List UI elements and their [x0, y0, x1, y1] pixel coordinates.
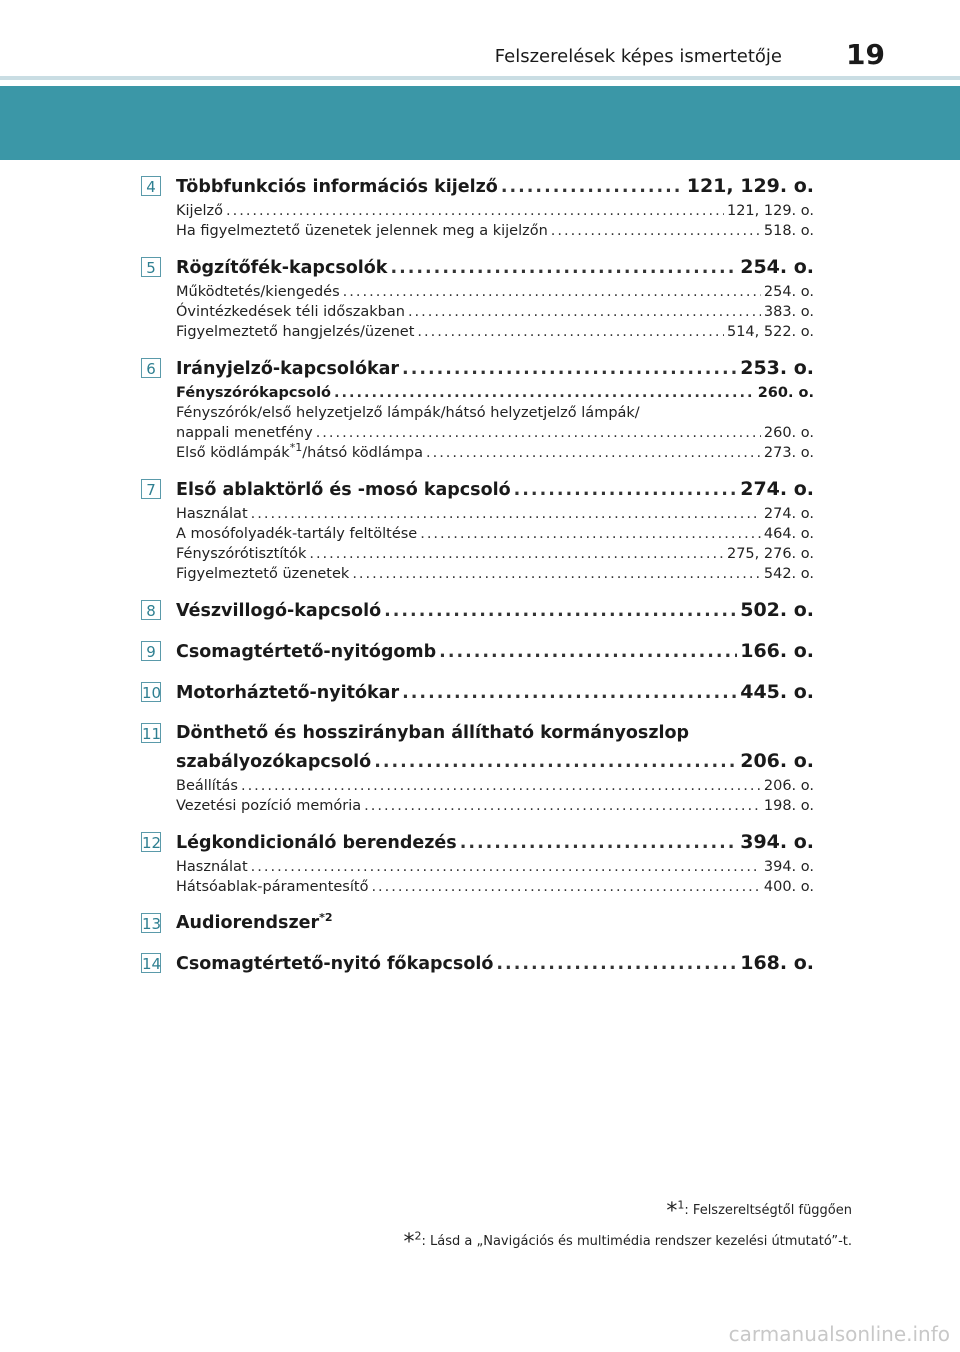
footnote-2: *$^2$: Lásd a „Navigációs és multimédia rendszer kezelési útmutató”-t.	[403, 1229, 852, 1255]
header-rule	[0, 76, 960, 80]
section-number: 10	[142, 684, 162, 702]
toc-subentry[interactable]: Figyelmeztető üzenetek ..... 542. o.	[176, 564, 814, 584]
toc-entry-line1: Dönthető és hosszirányban állítható kormányoszlop	[176, 723, 690, 743]
toc-subentry[interactable]: Működtetés/kiengedés ..... 254. o.	[176, 282, 814, 302]
section-number: 7	[141, 479, 161, 499]
header-title: Felszerelések képes ismertetője	[494, 46, 782, 67]
section-number: 5	[141, 257, 161, 277]
toc-subentry[interactable]: Ha figyelmeztető üzenetek jelennek meg a kijelzőn ..... 518. o.	[176, 221, 814, 241]
section-11	[0, 719, 960, 816]
section-7	[0, 475, 960, 584]
page-number: 19	[846, 38, 885, 71]
section-10	[0, 678, 960, 707]
section-9	[0, 637, 960, 666]
toc-entry[interactable]: Légkondicionáló berendezés ..... 394. o.	[176, 828, 814, 857]
toc-subentry[interactable]: nappali menetfény ..... 260. o.	[176, 423, 814, 443]
toc-entry[interactable]: Csomagtértető-nyitógomb ..... 166. o.	[176, 637, 814, 666]
toc-entry[interactable]: Csomagtértető-nyitó főkapcsoló ..... 168. o.	[176, 949, 814, 978]
toc-entry[interactable]: Audiorendszer$^{*2}$	[176, 911, 333, 933]
toc-subentry-wrap: Fényszórók/első helyzetjelző lámpák/hátsó helyzetjelző lámpák/	[176, 405, 640, 421]
watermark: carmanualsonline.info	[728, 1322, 950, 1346]
toc-subentry[interactable]: Fényszórókapcsoló ..... 260. o.	[176, 383, 814, 403]
section-number: 11	[142, 725, 162, 743]
toc-subentry[interactable]: Hátsóablak-páramentesítő ..... 400. o.	[176, 877, 814, 897]
footnote-marker: *1	[289, 441, 303, 455]
section-number: 4	[141, 176, 161, 196]
footnote-1: *$^1$: Felszereltségtől függően	[666, 1198, 852, 1224]
toc-subentry[interactable]: Első ködlámpák$^{*1}$/hátsó ködlámpa ..... 273. o.	[176, 443, 814, 463]
footnote-marker: *2	[319, 911, 333, 925]
section-12	[0, 828, 960, 897]
section-number: 6	[141, 358, 161, 378]
section-number: 13	[142, 915, 162, 933]
toc-subentry[interactable]: Vezetési pozíció memória ..... 198. o.	[176, 796, 814, 816]
header-band	[0, 86, 960, 160]
toc-content	[0, 172, 960, 990]
toc-subentry[interactable]: Óvintézkedések téli időszakban ..... 383. o.	[176, 302, 814, 322]
section-number: 14	[142, 955, 162, 973]
section-number: 12	[142, 834, 162, 852]
footnotes	[404, 1196, 852, 1258]
toc-subentry[interactable]: Használat ..... 274. o.	[176, 504, 814, 524]
section-4	[0, 172, 960, 241]
toc-entry[interactable]: szabályozókapcsoló ..... 206. o.	[176, 747, 814, 776]
toc-entry[interactable]: Motorháztető-nyitókar ..... 445. o.	[176, 678, 814, 707]
toc-subentry[interactable]: Beállítás ..... 206. o.	[176, 776, 814, 796]
section-14	[0, 949, 960, 978]
section-8	[0, 596, 960, 625]
toc-entry[interactable]: Első ablaktörlő és -mosó kapcsoló ..... 274. o.	[176, 475, 814, 504]
toc-subentry[interactable]: Kijelző ..... 121, 129. o.	[176, 201, 814, 221]
toc-entry[interactable]: Irányjelző-kapcsolókar ..... 253. o.	[176, 354, 814, 383]
toc-entry[interactable]: Vészvillogó-kapcsoló ..... 502. o.	[176, 596, 814, 625]
toc-subentry[interactable]: Használat ..... 394. o.	[176, 857, 814, 877]
page-header	[0, 0, 960, 78]
toc-subentry[interactable]: A mosófolyadék-tartály feltöltése ..... 464. o.	[176, 524, 814, 544]
toc-entry[interactable]: Többfunkciós információs kijelző ..... 121, 129. o.	[176, 172, 814, 201]
section-number: 8	[141, 600, 161, 620]
toc-subentry[interactable]: Figyelmeztető hangjelzés/üzenet ..... 514, 522. o.	[176, 322, 814, 342]
section-number: 9	[141, 641, 161, 661]
section-13	[0, 909, 960, 937]
toc-subentry[interactable]: Fényszórótisztítók ..... 275, 276. o.	[176, 544, 814, 564]
section-5	[0, 253, 960, 342]
section-6	[0, 354, 960, 463]
toc-entry[interactable]: Rögzítőfék-kapcsolók ..... 254. o.	[176, 253, 814, 282]
